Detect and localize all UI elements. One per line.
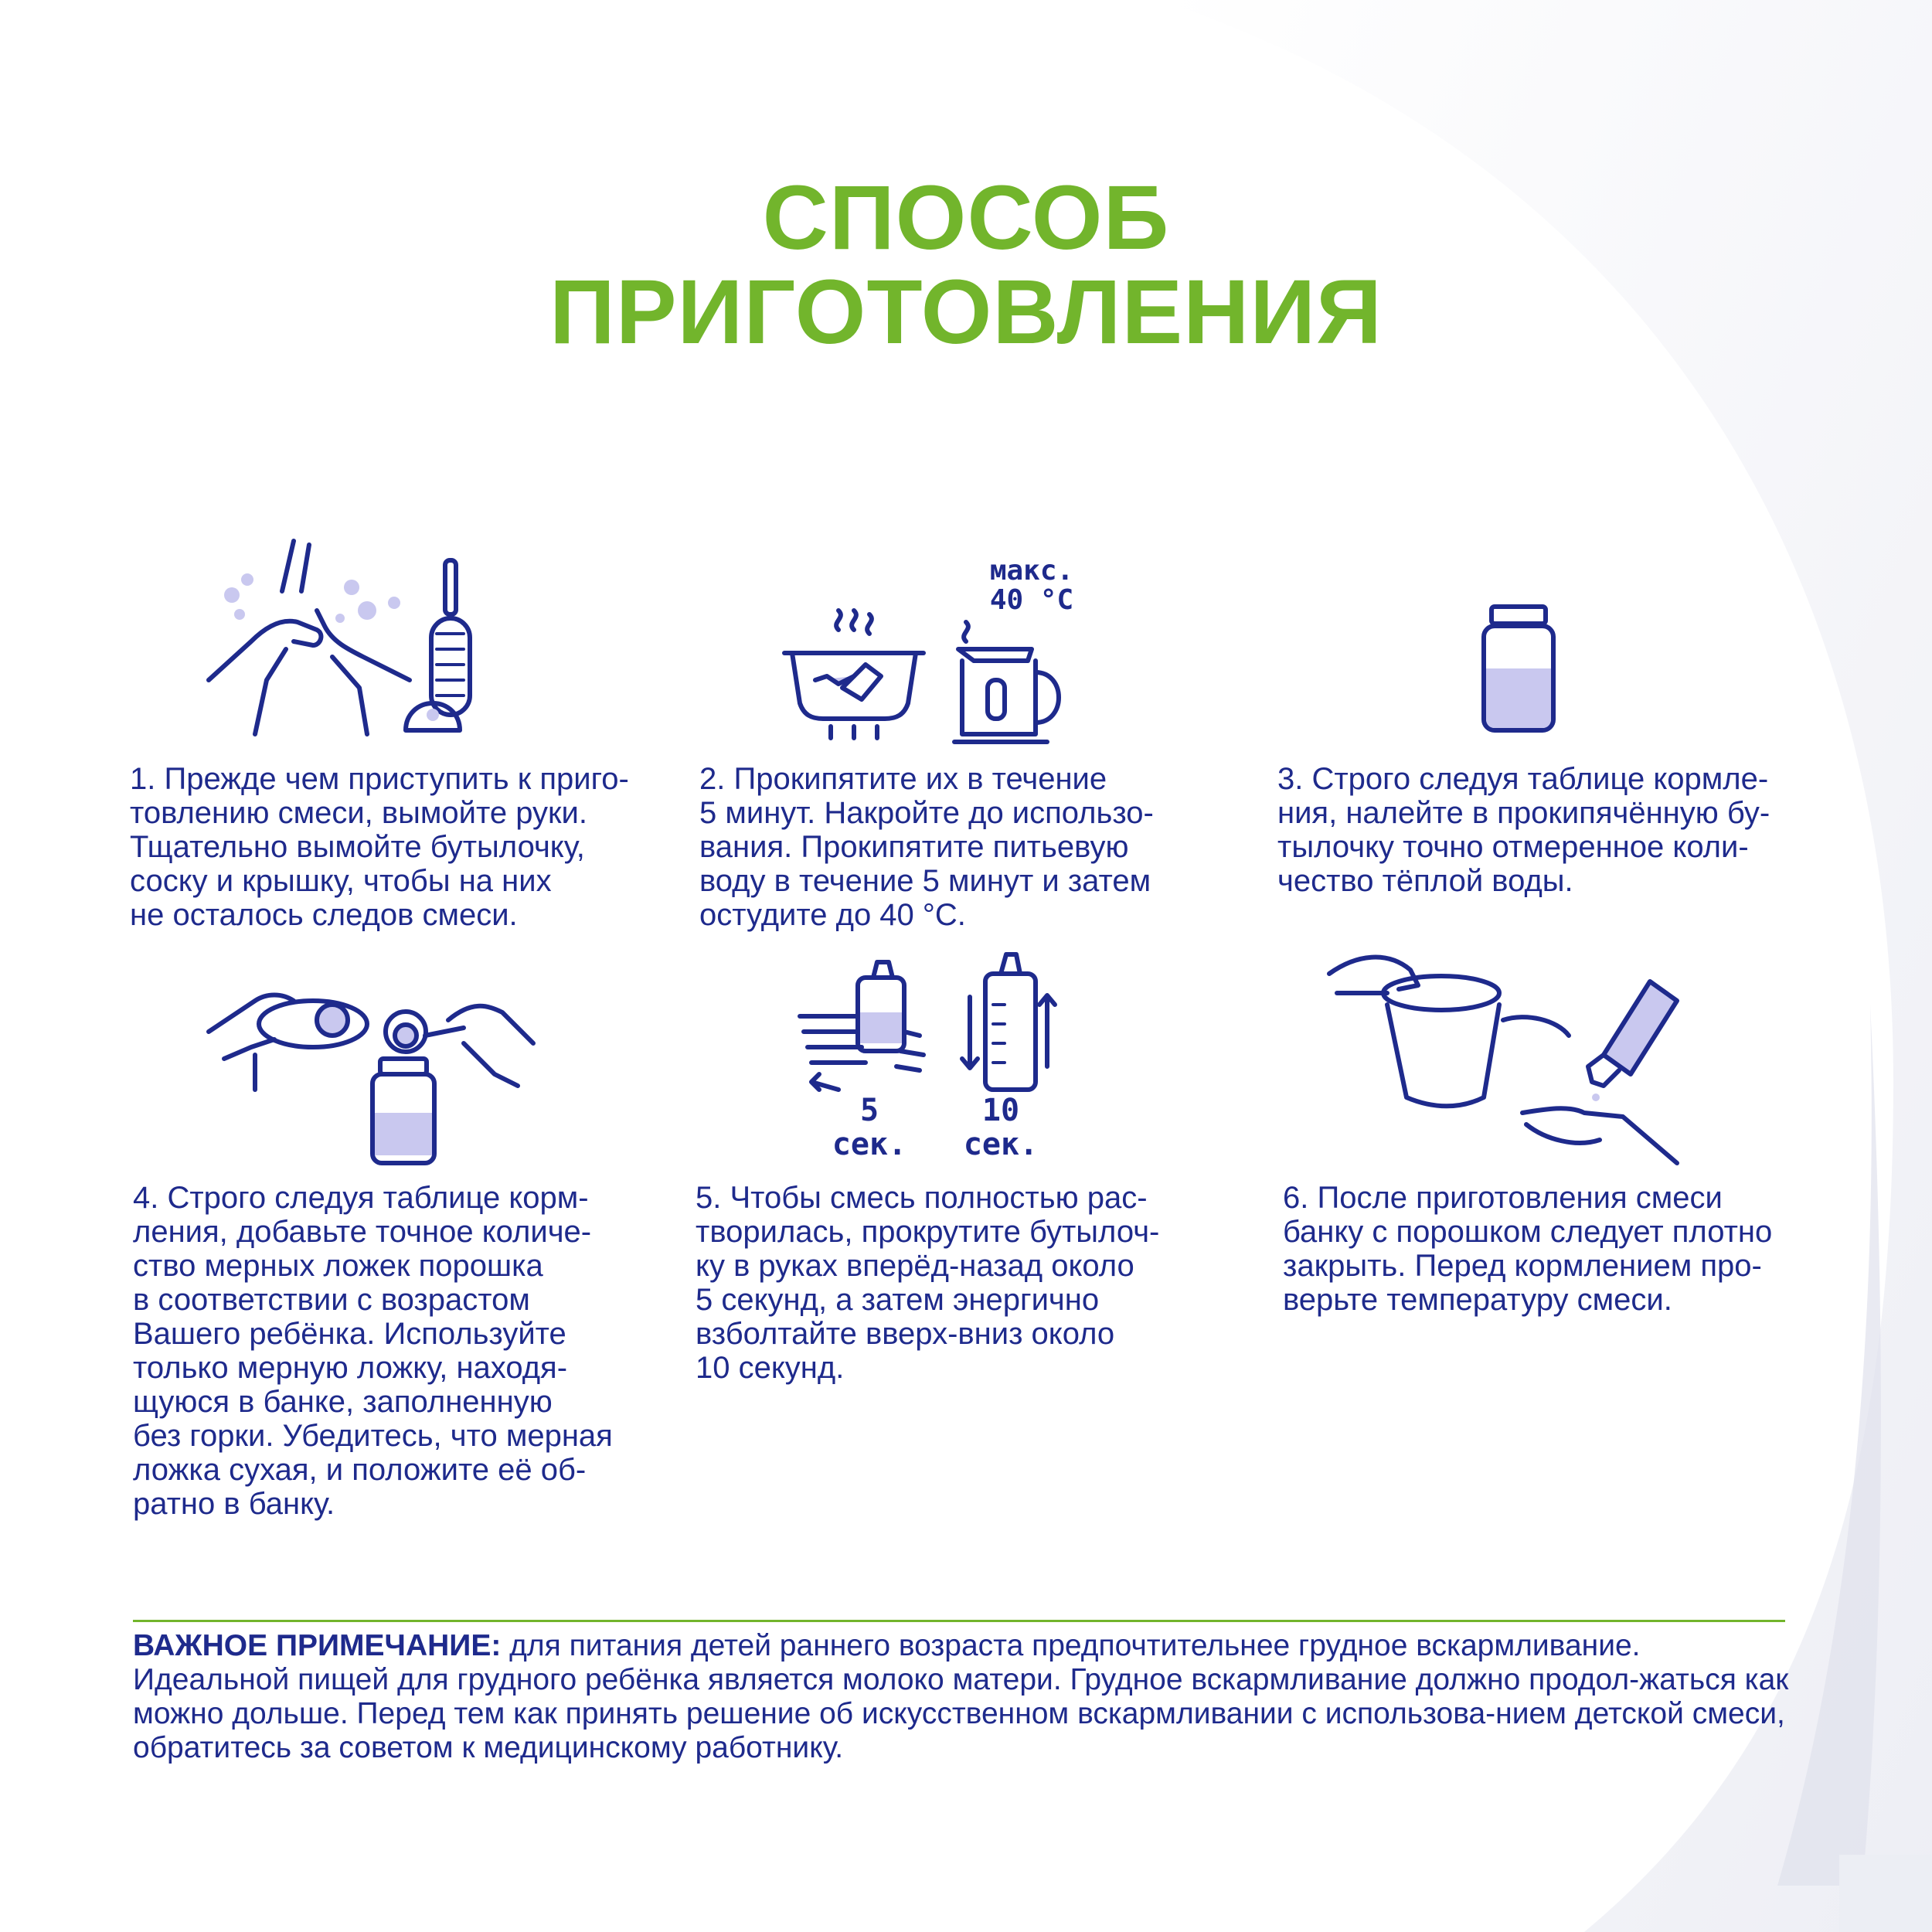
section-divider [133, 1620, 1785, 1622]
page-title-line2: ПРИГОТОВЛЕНИЯ [549, 261, 1383, 363]
step-5-text: 5. Чтобы смесь полностью рас- творилась, прокрутите бутылоч- ку в руках вперёд-назад около 5 секунд, а затем энергично взболтайте вверх-вниз около 10 секунд. [696, 1181, 1160, 1385]
step-4-text: 4. Строго следуя таблице корм- ления, добавьте точное количе- ство мерных ложек порошка в соответствии с возрастом Вашего ребёнка. Используйте только мерную ложку, находя- щуюся в банке, заполненную без горки. Убедитесь, что мерная ложка сухая, и положите её об- ратно в банку. [133, 1181, 613, 1521]
page-title-line1: СПОСОБ [762, 167, 1170, 269]
roll-time-badge: 5 сек. [832, 1093, 907, 1162]
important-note [133, 1629, 1802, 1765]
measuring-spoon-icon [209, 958, 541, 1167]
step-3-text: 3. Строго следуя таблице кормле- ния, налейте в прокипячённую бу- тылочку точно отмеренное коли- чество тёплой воды. [1277, 762, 1770, 898]
shake-time-badge: 10 сек. [963, 1093, 1039, 1162]
roll-bottle-icon [796, 958, 927, 1097]
test-temperature-icon [1515, 974, 1685, 1167]
max-temperature-badge: макс. 40 °C [989, 555, 1074, 616]
bottle-brush-icon [402, 556, 510, 734]
step-6-text: 6. После приготовления смеси банку с порошком следует плотно закрыть. Перед кормлением про- верьте температуру смеси. [1283, 1181, 1773, 1317]
step-2-text: 2. Прокипятите их в течение 5 минут. Накройте до использо- вания. Прокипятите питьевую воду в течение 5 минут и затем остудите до 40 °C. [699, 762, 1154, 932]
shake-bottle-icon [958, 951, 1059, 1097]
boiling-pot-icon [781, 603, 927, 742]
important-note-text: для питания детей раннего возраста предпочтительнее грудное вскармливание. Идеальной пищей для грудного ребёнка является молоко матери. Грудное вскармливание должно продол-жаться как можно дольше. Перед тем как принять решение об искусственном вскармливании с использова-нием детской смеси, обратитесь за советом к медицинскому работнику. [133, 1629, 1789, 1764]
kettle-icon [951, 618, 1074, 750]
wash-hands-icon [209, 533, 417, 734]
step-1-text: 1. Прежде чем приступить к приго- товлению смеси, вымойте руки. Тщательно вымойте бутылочку, соску и крышку, чтобы на них не осталось следов смеси. [130, 762, 629, 932]
important-note-label: ВАЖНОЕ ПРИМЕЧАНИЕ: [133, 1629, 502, 1662]
water-bottle-icon [1476, 603, 1561, 734]
